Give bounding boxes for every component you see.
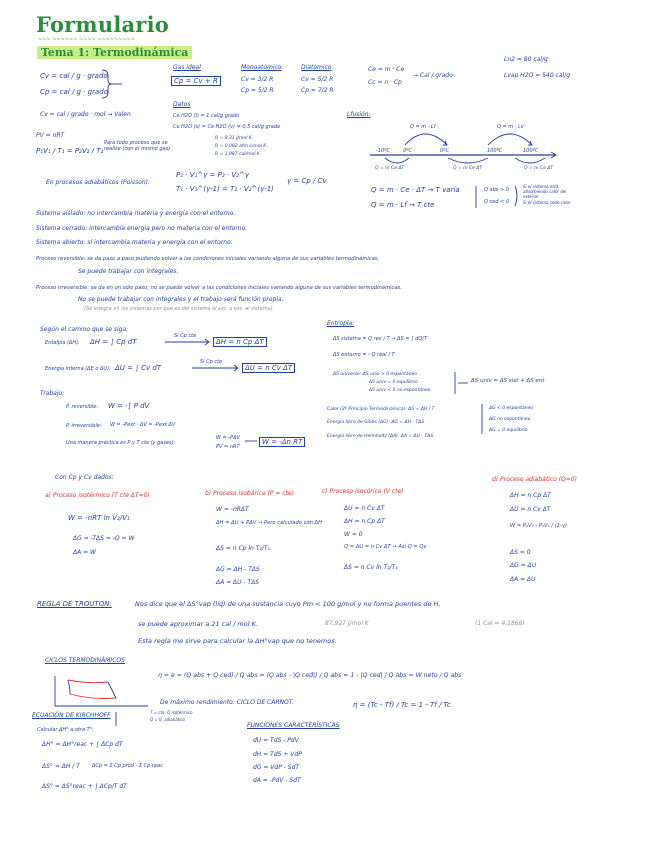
isochoric-title: c) Proceso isocórico (V cte) (322, 488, 404, 495)
temp-tick: 100ºC (523, 148, 539, 154)
trouton-text: Nos dice que el ΔS°vap (líq) de una sustancia cuyo Pm < 100 g/mol y no forma puentes de H, (135, 600, 441, 608)
efficiency-eq: η = e = (Q abs + Q ced) / Q abs = (Q abs - |Q ced|) / Q abs = 1 - |Q ced| / Q abs = W neto / Q abs (158, 672, 462, 679)
work-label: P. irreversible: (66, 423, 102, 429)
arc-below (385, 158, 409, 163)
heat-eq: Q = m · Ce · ΔT → T varía (371, 186, 460, 194)
adiabatic-process-eq: ΔG = ΔU (510, 562, 537, 569)
isobaric-eq: ΔG = ΔH - TΔS (216, 566, 260, 573)
trouton-gray: (1 Cal = 4,1868) (475, 620, 525, 627)
system-definition: Sistema cerrado: intercambia energía pero no materia con el entorno. (36, 225, 248, 232)
entropy-eq: ΔS univ < 0 no espontáneo (369, 388, 431, 393)
gibbs-sign: ΔG < 0 espontáneo (489, 406, 533, 411)
work-label: Una manera práctica es P y T cte (y gases): (66, 440, 176, 446)
trouton-text: se puede aproximar a 21 cal / mol K. (138, 620, 258, 628)
ideal-gas-eq: PV = nRT (36, 132, 65, 139)
gibbs-sign: ΔG no espontáneo (489, 417, 531, 422)
brace-icon (102, 70, 112, 98)
entropy-eq: ΔS universo: ΔS univ > 0 espontáneo (333, 372, 418, 377)
trouton-text: Esta regla me sirve para calcular la ΔH°vap que no tenemos. (138, 637, 337, 645)
work-head: Trabajo: (40, 390, 65, 397)
work-label: P. reversible: (66, 404, 99, 410)
brace-icon (515, 186, 517, 206)
enthalpy-result: ΔH = n Cp ΔT (213, 337, 267, 347)
adiabatic-process-eq: ΔS = 0 (510, 549, 531, 556)
c-unit-label: → Cal / grado (413, 72, 453, 79)
data-line: R = 0,082 atm L/mol K (215, 144, 267, 149)
entropy-eq: ΔS sistema = Q rev / T → ΔS = ∫ dQ/T (333, 336, 428, 342)
gas-ideal-head: Gas ideal (173, 64, 201, 71)
isotherm-curve (70, 694, 116, 699)
isochoric-eq: W = 0 (344, 531, 363, 538)
molar-capacity: Cv = cal / grado · mol → Valen (40, 111, 131, 118)
topic-heading: Tema 1: Termodinámica (37, 46, 192, 59)
isobaric-eq: ΔH = ΔU + PΔV → Pero calculado con ΔH (216, 520, 322, 526)
carnot-eq: η = (Tc - Tf) / Tc = 1 - Tf / Tc (353, 701, 451, 709)
arc-fusion (405, 134, 447, 145)
poisson-eq-1: P₁ · V₁^γ = P₂ · V₂^γ (176, 171, 249, 179)
adiabatic-process-eq: W = P₂V₂ - P₁V₁ / (1-γ) (510, 523, 567, 529)
isobaric-eq: ΔA = ΔU - TΔS (216, 579, 260, 586)
work-result: W = -Δn RT (259, 437, 305, 447)
below-label: Q = m Ce ΔT (453, 166, 483, 171)
heat-sign: Q abs > 0 (484, 187, 509, 193)
latent-fusion-value: Ln2 = 80 cal/g (504, 56, 548, 63)
path-note: Según el camino que se siga: (40, 326, 129, 333)
adiabat-curve (108, 682, 116, 698)
temp-tick: 100ºC (487, 148, 503, 154)
data-line: R = 8,31 J/mol K (215, 136, 252, 141)
system-definition: Sistema abierto: sí intercambia materia y energía con el entorno. (36, 239, 233, 246)
data-line: Ce H2O (l) = 1 cal/g grado (173, 113, 240, 119)
data-line: Ce H2O (s) = Ce H2O (v) = 0,5 cal/g grado (173, 124, 281, 130)
isothermal-eq: ΔA = W (73, 549, 96, 556)
work-eq: W = -∫ P dV (108, 402, 150, 410)
gas-ideal-eq: Cp = Cv + R (171, 76, 221, 86)
entropy-eq: ΔS univ = 0 equilibrio (369, 380, 418, 385)
internal-energy-result: ΔU = n Cv ΔT (242, 363, 295, 373)
arc-below (448, 158, 488, 163)
function-eq: dA = -PdV - SdT (253, 777, 301, 784)
data-line: R = 1,987 cal/mol K (215, 152, 260, 157)
heat-sign-note: Si el sistema está absorbiendo calor del exterior (523, 184, 567, 199)
entropy-eq: ΔS entorno = - Q real / T (333, 352, 395, 358)
function-eq: dU = TdS - PdV (253, 737, 299, 744)
internal-energy-label: Energía Interna (ΔE o ΔU): (45, 366, 111, 372)
arc-label: Q = m · Lv (497, 124, 524, 130)
capacity-line: Cp = cal / g · grado (40, 88, 108, 96)
state-equation: P₁V₁ / T₁ = P₂V₂ / T₂ (36, 147, 104, 155)
gamma-eq: γ = Cp / Cv (287, 177, 327, 185)
work-eq: W = -PΔV (216, 435, 240, 441)
function-eq: dH = TdS + VdP (253, 751, 302, 758)
temp-tick: -10ºC (376, 148, 391, 154)
heat-sign-note: Si el sistema cede calor (523, 200, 571, 205)
enthalpy-eq: ΔH = ∫ Cp dT (90, 338, 137, 346)
arc-below (515, 158, 545, 163)
arc-label: Q = m · Lf (410, 124, 436, 130)
process-definition: Proceso reversible: se da paso a paso pudiendo volver a las condiciones iniciales variando alguna de sus variables termodinámicas. (36, 256, 380, 262)
isochoric-eq: ΔH = n Cp ΔT (344, 518, 385, 525)
kirchhoff-eq: ΔS° = ΔS°reac + ∫ ΔCp/T dT (42, 783, 127, 790)
internal-energy-eq: ΔU = ∫ Cv dT (115, 364, 162, 372)
trouton-head: REGLA DE TROUTON: (37, 600, 112, 608)
entropy-head: Entropía: (327, 320, 355, 327)
monoatomic-cv: Cv = 3/2 R (241, 76, 274, 83)
work-eq: PV = nRT (216, 444, 240, 450)
isotherm-curve (68, 680, 108, 683)
state-note: Para todo proceso que se realice (con el mismo gas) (104, 140, 171, 152)
isobaric-eq: ΔS = n Cp ln T₂/T₁ (216, 545, 270, 552)
adiabatic-process-eq: ΔA = ΔU (510, 576, 536, 583)
kirchhoff-eq: Calcular ΔH° a otra T°: (37, 727, 94, 733)
isothermal-eq: W = -nRT ln V₂/V₁ (68, 514, 130, 522)
c-line: Ce = m · Ce (368, 66, 405, 73)
data-head: Datos (173, 101, 191, 108)
carnot-label: De máximo rendimiento: CICLO DE CARNOT. (160, 699, 294, 706)
entropy-universe: ΔS univ = ΔS sist + ΔS ent (471, 378, 545, 384)
isochoric-eq: ΔU = n Cv ΔT (344, 505, 385, 512)
process-note: No se puede trabajar con integrales y el trabajo será función propia. (78, 296, 284, 303)
arrow-label: Si Cp cte (174, 333, 197, 339)
function-eq: dG = VdP - SdT (253, 764, 300, 771)
heat-eq: Q = m · Lf → T cte (371, 201, 435, 209)
adiabatic-process-eq: ΔU = n Cv ΔT (510, 506, 551, 513)
isothermal-eq: ΔG = -TΔS = -Q = W (73, 535, 135, 542)
subtitle-scribble: ~~~ ~~~~~~ ~~~~ ~~~~~~~~~ (38, 37, 135, 43)
enthalpy-label: Entalpía (ΔH): (45, 340, 80, 346)
kirchhoff-eq: ΔS° = ΔH / T (42, 763, 80, 770)
process-note: Se puede trabajar con integrales. (78, 268, 179, 275)
process-note-gray: (Se integra en los sistemas por que es del sistema al ext. o ext. al sistema) (84, 306, 273, 312)
kirchhoff-head: ECUACIÓN DE KIRCHHOFF (32, 712, 111, 719)
adiabat-curve (68, 680, 70, 694)
latent-vap-value: Lvap H2O = 540 cal/g (504, 72, 571, 79)
latent-head: Lfusión: (347, 111, 371, 118)
work-eq: W = -Pext · ΔV = -Pext ΔV (110, 422, 176, 428)
adiabatic-label: En procesos adiabáticos (Poisson): (46, 179, 150, 186)
monoatomic-head: Monoatómico (241, 64, 282, 71)
trouton-gray: 87,927 J/mol K (325, 620, 369, 627)
c-line: Cc = n · Cp (368, 79, 402, 86)
isochoric-eq: Q = ΔU = n Cv ΔT → Así Q = Qv (344, 544, 427, 550)
capacity-line: Cv = cal / g · grado (40, 72, 108, 80)
isobaric-title: b) Proceso isobárico (P = cte) (205, 490, 294, 497)
adiabatic-process-eq: ΔH = n Cp ΔT (510, 492, 551, 499)
kirchhoff-eq: ΔCp = Σ Cp prod - Σ Cp reac (92, 763, 163, 769)
poisson-eq-2: T₁ · V₁^(γ-1) = T₂ · V₂^(γ-1) (176, 185, 274, 193)
gibbs-sign: ΔG = 0 equilibrio (489, 428, 528, 433)
processes-intro: Con Cp y Cv dados: (55, 474, 114, 481)
diatomic-cv: Cv = 5/2 R (301, 76, 334, 83)
functions-head: FUNCIONES CARACTERÍSTICAS (247, 722, 340, 729)
arrow-label: Si Cp cte (200, 359, 223, 365)
adiabatic-process-title: d) Proceso adiabático (Q=0) (492, 476, 577, 483)
process-definition: Proceso irreversible: se da en un solo paso; no se puede volver a las condiciones iniciales variando alguna de sus variables termodinámicas. (36, 285, 402, 291)
cycles-head: CICLOS TERMODINÁMICOS (45, 657, 125, 664)
arc-vaporization (488, 134, 532, 145)
isothermal-title: a) Proceso isotérmico (T cte ΔT=0) (45, 492, 150, 499)
temp-tick: 0ºC (440, 148, 450, 154)
entropy-eq: Calor (2º Principio Termodinámica): ΔS = ΔH / T (327, 407, 435, 412)
diatomic-cp: Cp = 7/2 R (301, 87, 334, 94)
helmholtz-eq: Energía libre de Helmholtz (ΔA): ΔA = ΔU - TΔS (327, 434, 434, 439)
page-title: Formulario (36, 12, 169, 37)
heat-sign: Q ced < 0 (484, 199, 510, 205)
gibbs-eq: Energía libre de Gibbs (ΔG): ΔG = ΔH - TΔS (327, 420, 425, 425)
system-definition: Sistema aislado: no intercambia materia y energía con el entorno. (36, 210, 236, 217)
temp-tick: 0ºC (403, 148, 413, 154)
isobaric-eq: W = -nRΔT (216, 506, 249, 513)
cycle-legend: T = cte, Q isotérmico (150, 710, 193, 715)
cycle-legend: Q = 0, adiabático (150, 717, 185, 722)
kirchhoff-eq: ΔH° = ΔH°reac + ∫ ΔCp dT (42, 741, 123, 748)
diatomic-head: Diatómico (301, 64, 332, 71)
below-label: Q = m Ce ΔT (524, 166, 554, 171)
below-label: Q = m Ce ΔT (375, 166, 405, 171)
isochoric-eq: ΔS = n Cv ln T₂/T₁ (344, 564, 398, 571)
monoatomic-cp: Cp = 5/2 R (241, 87, 274, 94)
